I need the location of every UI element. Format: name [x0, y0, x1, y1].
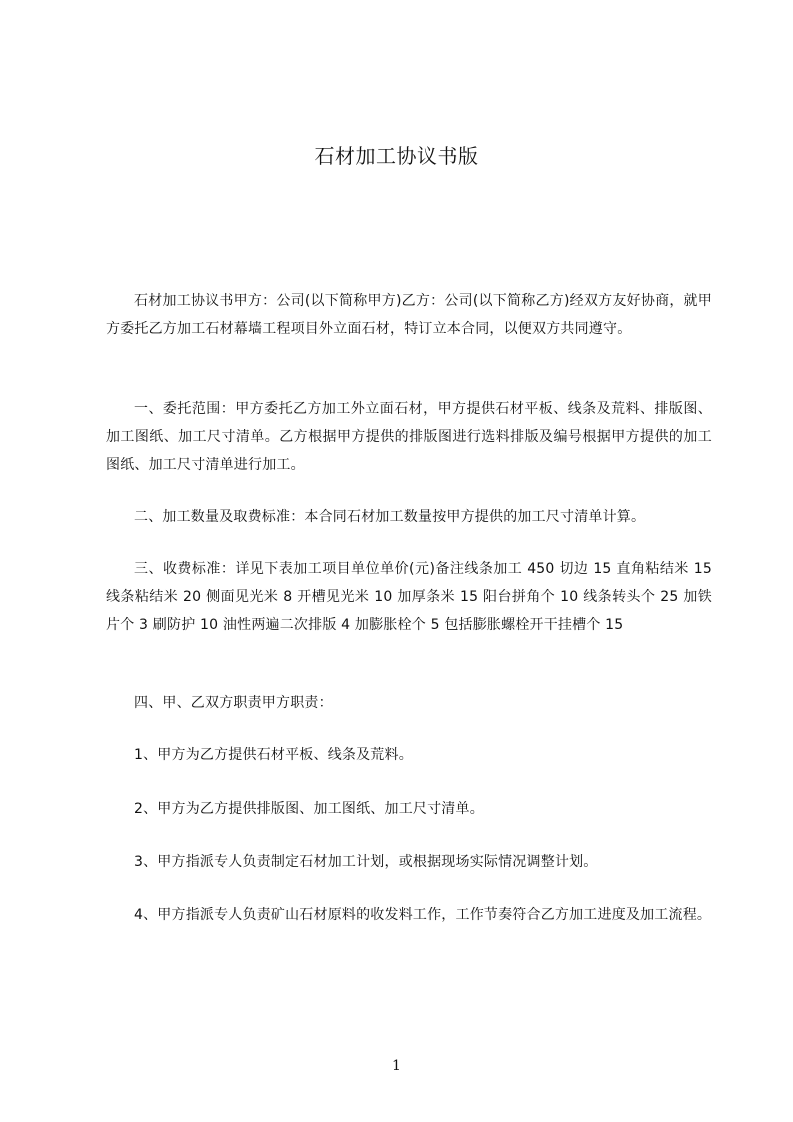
paragraph-quantity: 二、加工数量及取费标准：本合同石材加工数量按甲方提供的加工尺寸清单计算。 — [134, 509, 646, 525]
paragraph-duty-3: 3、甲方指派专人负责制定石材加工计划，或根据现场实际情况调整计划。 — [134, 854, 598, 870]
document-title: 石材加工协议书版 — [314, 144, 479, 168]
paragraph-duties-heading: 四、甲、乙双方职责甲方职责： — [134, 695, 333, 711]
paragraph-duty-4: 4、甲方指派专人负责矿山石材原料的收发料工作，工作节奏符合乙方加工进度及加工流程。 — [134, 907, 712, 923]
paragraph-fees: 三、收费标准：详见下表加工项目单位单价(元)备注线条加工 450 切边 15 直角粘结米 15 线条粘结米 20 侧面见光米 8 开槽见光米 10 加厚条米 15 阳台拼角个 10 线条转头个 25 加铁片个 3 刷防护 10 油性两遍二次排版 4 加膨胀栓个 5 包括膨胀螺栓开干挂槽个 15 — [106, 561, 712, 633]
paragraph-duty-2: 2、甲方为乙方提供排版图、加工图纸、加工尺寸清单。 — [134, 801, 484, 817]
paragraph-duty-1: 1、甲方为乙方提供石材平板、线条及荒料。 — [134, 747, 413, 763]
paragraph-scope: 一、委托范围：甲方委托乙方加工外立面石材，甲方提供石材平板、线条及荒料、排版图、加工图纸、加工尺寸清单。乙方根据甲方提供的排版图进行选料排版及编号根据甲方提供的加工图纸、加工尺寸清单进行加工。 — [106, 401, 712, 473]
paragraph-intro: 石材加工协议书甲方：公司(以下简称甲方)乙方：公司(以下简称乙方)经双方友好协商，就甲方委托乙方加工石材幕墙工程项目外立面石材，特订立本合同，以便双方共同遵守。 — [106, 293, 712, 337]
page-number: 1 — [392, 1058, 401, 1074]
